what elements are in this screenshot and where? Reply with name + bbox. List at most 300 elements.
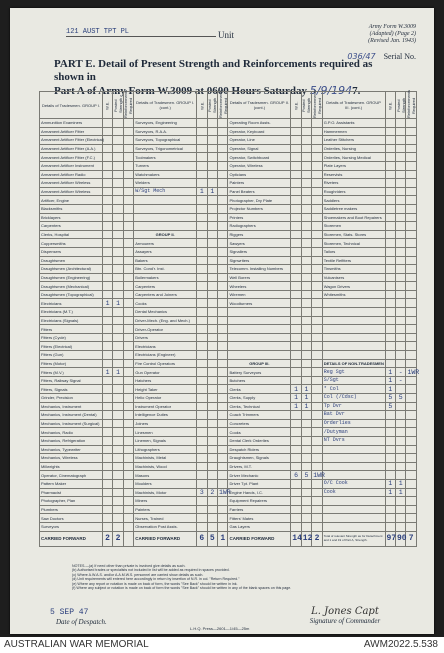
trade-label: Operator, Wireless: [228, 161, 291, 170]
count-cell: [113, 394, 123, 403]
count-cell: [396, 179, 406, 188]
count-cell: [312, 239, 322, 248]
count-cell: [113, 522, 123, 531]
trade-label: Orderlies, Nursing Medical: [322, 153, 385, 162]
count-cell: [102, 308, 112, 317]
trade-label: Hatchers: [134, 376, 197, 385]
count-cell: 1: [197, 187, 207, 196]
trade-label: Surveyors, Trigonometrical: [134, 144, 197, 153]
count-cell: 1: [385, 385, 395, 394]
count-cell: [301, 368, 311, 377]
count-cell: [396, 273, 406, 282]
count-cell: [396, 239, 406, 248]
trade-label: [322, 316, 385, 325]
table-row: [40, 282, 417, 291]
count-cell: [312, 308, 322, 317]
count-cell: [113, 239, 123, 248]
trade-label: Lithographers: [134, 445, 197, 454]
count-cell: [312, 299, 322, 308]
count-cell: [385, 325, 395, 334]
count-cell: [312, 462, 322, 471]
count-cell: [291, 230, 301, 239]
count-cell: [113, 127, 123, 136]
trade-label: [134, 213, 197, 222]
count-cell: [207, 265, 217, 274]
trade-label: [322, 454, 385, 463]
count-cell: [406, 119, 416, 128]
count-cell: [218, 471, 228, 480]
count-cell: [385, 170, 395, 179]
count-cell: [291, 368, 301, 377]
table-row: [40, 428, 417, 437]
trade-label: [322, 497, 385, 506]
count-cell: [218, 462, 228, 471]
count-cell: [113, 316, 123, 325]
trade-label: Mechanics, Instrument (Dental): [40, 411, 103, 420]
count-cell: [113, 204, 123, 213]
count-cell: [301, 213, 311, 222]
count-cell: [406, 308, 416, 317]
count-cell: [291, 488, 301, 497]
count-cell: [123, 385, 133, 394]
trade-label: [322, 342, 385, 351]
unit-value: 121 AUST TPT PL: [66, 28, 216, 37]
trade-label: [322, 308, 385, 317]
count-cell: [291, 308, 301, 317]
trade-label: Mechanics, Instrument (Surgical): [40, 419, 103, 428]
col-we: W.E.: [102, 92, 112, 119]
count-cell: [123, 256, 133, 265]
trade-label: Nurses, Trained: [134, 514, 197, 523]
count-cell: [207, 402, 217, 411]
trade-label: Fitters, Railway Signal: [40, 376, 103, 385]
count-cell: [312, 479, 322, 488]
count-cell: [123, 119, 133, 128]
count-cell: [312, 265, 322, 274]
count-cell: 1WR: [219, 488, 231, 496]
trade-label: Vulcanisers: [322, 273, 385, 282]
form-ref-2: (Adapted) (Page 2): [369, 31, 416, 37]
trade-label: Coppersmiths: [40, 239, 103, 248]
trade-label: Driver-Mech. (Eng. and Mech.): [134, 316, 197, 325]
count-cell: [396, 514, 406, 523]
count-cell: [301, 187, 311, 196]
count-cell: [207, 394, 217, 403]
count-cell: [218, 282, 228, 291]
trade-label: Reg Sgt: [322, 368, 385, 377]
trade-label: DETAILS OF NON-TRADESMEN: [323, 360, 384, 366]
count-cell: [301, 488, 311, 497]
trade-label: Height Taker: [134, 385, 197, 394]
trade-label: Mechanics, Wireless: [40, 454, 103, 463]
count-cell: [385, 153, 395, 162]
count-cell: [301, 419, 311, 428]
count-cell: [113, 333, 123, 342]
table-row: [40, 136, 417, 145]
count-cell: [218, 436, 228, 445]
carried-forward-row: CARRIED FORWARD 2 2 CARRIED FORWARD 6 5 1 CARRIED FORWARD 14 12 2 Total of relevant Strength as for Detachment and 1 and 19 of Part A, Strength. 97 90 7: [40, 531, 417, 546]
trade-label: [322, 514, 385, 523]
count-cell: [406, 419, 416, 428]
trade-label: Mechanics, Instrument: [40, 402, 103, 411]
table-row: [40, 445, 417, 454]
count-cell: [123, 265, 133, 274]
table-row: [40, 522, 417, 531]
count-cell: [301, 153, 311, 162]
count-cell: [291, 462, 301, 471]
count-cell: [396, 471, 406, 480]
trade-label: Bat Dvr: [322, 411, 385, 420]
count-cell: [207, 170, 217, 179]
trade-label: GROUP II.: [134, 230, 197, 239]
count-cell: [207, 342, 217, 351]
count-cell: [113, 514, 123, 523]
table-row: [40, 411, 417, 420]
trade-label: Photographer, Plan: [40, 497, 103, 506]
trade-label: [228, 308, 291, 317]
table-row: [40, 333, 417, 342]
count-cell: [406, 505, 416, 514]
count-cell: [207, 204, 217, 213]
archive-id: AWM2022.5.538: [363, 639, 438, 650]
trade-label: Electricians: [40, 299, 103, 308]
count-cell: [406, 239, 416, 248]
count-cell: [396, 247, 406, 256]
count-cell: [301, 256, 311, 265]
count-cell: [396, 230, 406, 239]
trade-label: Woodturners: [228, 299, 291, 308]
trade-label: Mechanics, Radio: [40, 428, 103, 437]
count-cell: [102, 256, 112, 265]
trade-label: Cooks: [228, 428, 291, 437]
count-cell: [385, 204, 395, 213]
trade-label: Turners: [134, 161, 197, 170]
trade-label: Plumbers: [40, 505, 103, 514]
count-cell: [396, 462, 406, 471]
count-cell: [102, 316, 112, 325]
count-cell: [123, 247, 133, 256]
trade-label: Radiographers: [228, 222, 291, 231]
count-cell: [385, 445, 395, 454]
count-cell: [113, 308, 123, 317]
count-cell: [197, 505, 207, 514]
count-cell: [207, 153, 217, 162]
count-cell: [102, 514, 112, 523]
count-cell: [197, 402, 207, 411]
count-cell: [207, 479, 217, 488]
count-cell: [291, 342, 301, 351]
count-cell: [197, 333, 207, 342]
count-cell: [123, 316, 133, 325]
count-cell: 1: [291, 402, 301, 411]
count-cell: [312, 514, 322, 523]
count-cell: [406, 170, 416, 179]
count-cell: [291, 170, 301, 179]
count-cell: [123, 127, 133, 136]
trade-label: Clerks, Hospital: [40, 230, 103, 239]
trade-label: Col (/Cdsc): [322, 394, 385, 403]
table-row: [40, 170, 417, 179]
trade-label: Operating Room Assts.: [228, 119, 291, 128]
count-cell: [406, 411, 416, 420]
count-cell: [207, 222, 217, 231]
count-cell: [102, 213, 112, 222]
count-cell: [406, 454, 416, 463]
count-cell: [218, 325, 228, 334]
trade-label: Battery Surveyors: [228, 368, 291, 377]
trade-label: Armament Artificer Fitter (A.A.): [40, 144, 103, 153]
trade-label: Hammermen: [322, 127, 385, 136]
count-cell: [406, 479, 416, 488]
count-cell: [102, 204, 112, 213]
count-cell: [312, 445, 322, 454]
trade-label: Machinists, Wood: [134, 462, 197, 471]
table-row: [40, 376, 417, 385]
count-cell: [123, 488, 133, 497]
count-cell: [102, 436, 112, 445]
count-cell: [102, 411, 112, 420]
trade-label: Mechanics, Refrigeration: [40, 436, 103, 445]
count-cell: [385, 419, 395, 428]
count-cell: [207, 273, 217, 282]
count-cell: [113, 419, 123, 428]
count-cell: [102, 170, 112, 179]
count-cell: [218, 342, 228, 351]
count-cell: [301, 136, 311, 145]
count-cell: [197, 359, 207, 368]
trade-label: Fitters (Motor): [40, 359, 103, 368]
count-cell: [291, 127, 301, 136]
count-cell: [406, 144, 416, 153]
count-cell: [385, 342, 395, 351]
count-cell: [396, 342, 406, 351]
count-cell: [385, 514, 395, 523]
count-cell: [312, 351, 322, 360]
trade-label: Riggers: [228, 230, 291, 239]
count-cell: [301, 325, 311, 334]
count-cell: [113, 247, 123, 256]
despatch-label: Date of Despatch.: [56, 618, 107, 626]
table-row: [40, 213, 417, 222]
trade-label: [322, 351, 385, 360]
count-cell: [113, 428, 123, 437]
count-cell: [312, 394, 322, 403]
count-cell: [291, 196, 301, 205]
count-cell: [385, 462, 395, 471]
count-cell: [385, 299, 395, 308]
trade-label: Cook: [322, 488, 385, 497]
count-cell: [197, 436, 207, 445]
count-cell: [123, 204, 133, 213]
trade-label: Electricians (Signals): [40, 316, 103, 325]
trade-label: [322, 522, 385, 531]
count-cell: [102, 333, 112, 342]
trade-label: Engine Hands, I.C.: [228, 488, 291, 497]
count-cell: [197, 471, 207, 480]
count-cell: [396, 187, 406, 196]
count-cell: 1: [291, 385, 301, 394]
count-cell: [113, 351, 123, 360]
count-cell: [312, 179, 322, 188]
count-cell: [406, 445, 416, 454]
count-cell: [385, 290, 395, 299]
count-cell: [291, 505, 301, 514]
count-cell: [406, 230, 416, 239]
count-cell: [207, 333, 217, 342]
table-header-row: Details of Tradesmen. GROUP I. W.E. Posted Strength Reinforcements Required Details of Tradesmen. GROUP I. (cont.) W.E. Posted Strength Reinforcements Required Details of Tradesmen. GROUP II. (cont.) W.E. Posted Strength Reinforcements Required Details of Tradesmen. GROUP III. (cont.) W.E. Posted Strength Reinforcements Required: [40, 92, 417, 119]
count-cell: [312, 428, 322, 437]
count-cell: [123, 368, 133, 377]
count-cell: [406, 325, 416, 334]
trade-label: Intelligence Duties: [134, 411, 197, 420]
count-cell: [385, 359, 395, 368]
count-cell: [396, 351, 406, 360]
count-cell: [291, 522, 301, 531]
count-cell: [197, 239, 207, 248]
count-cell: [197, 161, 207, 170]
count-cell: [312, 213, 322, 222]
count-cell: [385, 161, 395, 170]
count-cell: [218, 454, 228, 463]
count-cell: [385, 196, 395, 205]
trade-label: Draughtsmen (Architectural): [40, 265, 103, 274]
trade-label: Gun Operator: [134, 368, 197, 377]
count-cell: [102, 290, 112, 299]
trade-label: Bricklayers: [40, 213, 103, 222]
count-cell: [207, 368, 217, 377]
table-row: [40, 196, 417, 205]
count-cell: [102, 428, 112, 437]
count-cell: [312, 488, 322, 497]
trade-label: Shoemakers and Boot Repairers: [322, 213, 385, 222]
trade-label: Fitters (Gun): [40, 351, 103, 360]
count-cell: [301, 359, 311, 368]
count-cell: [312, 359, 322, 368]
trade-label: Clerks, Technical: [228, 402, 291, 411]
count-cell: [291, 299, 301, 308]
count-cell: 5: [385, 394, 395, 403]
count-cell: [102, 419, 112, 428]
count-cell: [312, 290, 322, 299]
table-row: [40, 351, 417, 360]
count-cell: 1: [385, 488, 395, 497]
count-cell: [207, 299, 217, 308]
count-cell: [102, 522, 112, 531]
trade-label: Operator, Cinematograph: [40, 471, 103, 480]
table-row: [40, 256, 417, 265]
count-cell: [218, 514, 228, 523]
count-cell: [291, 161, 301, 170]
trade-label: Operator, Switchboard: [228, 153, 291, 162]
table-row: [40, 419, 417, 428]
trade-label: Sawyers: [228, 239, 291, 248]
count-cell: [113, 256, 123, 265]
carried-forward-label: CARRIED FORWARD: [40, 531, 103, 546]
count-cell: [291, 376, 301, 385]
count-cell: [197, 445, 207, 454]
count-cell: [197, 127, 207, 136]
count-cell: [113, 136, 123, 145]
trade-label: Painters: [134, 505, 197, 514]
trade-label: Signwriters: [228, 256, 291, 265]
trade-label: S/Sgt: [322, 376, 385, 385]
count-cell: [291, 144, 301, 153]
trade-label: Carpenters: [40, 222, 103, 231]
table-row: [40, 385, 417, 394]
count-cell: [218, 256, 228, 265]
table-row: [40, 153, 417, 162]
count-cell: [123, 136, 133, 145]
count-cell: [301, 144, 311, 153]
count-cell: [406, 333, 416, 342]
count-cell: [396, 213, 406, 222]
trade-label: Tailors: [322, 247, 385, 256]
table-row: [40, 247, 417, 256]
count-cell: [197, 213, 207, 222]
count-cell: [207, 445, 217, 454]
count-cell: -: [396, 368, 406, 377]
count-cell: [218, 196, 228, 205]
trade-label: Well Borers: [228, 273, 291, 282]
count-cell: 1: [291, 394, 301, 403]
count-cell: [123, 351, 133, 360]
count-cell: [406, 299, 416, 308]
trade-label: Welders: [134, 179, 197, 188]
table-row: [40, 230, 417, 239]
count-cell: [207, 454, 217, 463]
trade-label: Saddlers: [322, 196, 385, 205]
count-cell: [123, 325, 133, 334]
count-cell: [312, 497, 322, 506]
count-cell: 1: [102, 368, 112, 377]
count-cell: [102, 454, 112, 463]
count-cell: [123, 144, 133, 153]
count-cell: [312, 247, 322, 256]
count-cell: [301, 342, 311, 351]
count-cell: [123, 402, 133, 411]
count-cell: -: [396, 376, 406, 385]
trade-label: [322, 445, 385, 454]
count-cell: [406, 471, 416, 480]
trade-label: [322, 462, 385, 471]
count-cell: 5: [385, 402, 395, 411]
table-row: [40, 316, 417, 325]
count-cell: [218, 239, 228, 248]
trade-label: Electricians (M.T.): [40, 308, 103, 317]
count-cell: [123, 454, 133, 463]
trade-label: GROUP III.: [228, 359, 291, 368]
count-cell: [102, 497, 112, 506]
count-cell: [218, 402, 228, 411]
count-cell: 1: [396, 479, 406, 488]
trade-label: Masons: [134, 471, 197, 480]
trade-label: Linemen, Signals: [134, 436, 197, 445]
trade-label: Instrument Operator: [134, 402, 197, 411]
signature-block: [280, 606, 410, 625]
count-cell: [207, 497, 217, 506]
count-cell: [218, 144, 228, 153]
count-cell: [291, 514, 301, 523]
count-cell: [197, 351, 207, 360]
col-posted: Posted Strength: [113, 92, 123, 119]
trade-label: Armament Artificer Instrument: [40, 161, 103, 170]
count-cell: [406, 376, 416, 385]
count-cell: [385, 222, 395, 231]
trade-label: Draughtsmen: [40, 256, 103, 265]
title-line-2: Part A of Army Form W.3009 at 0600 Hours Saturday 5/9/1947.: [54, 84, 361, 97]
trade-label: Dispensers: [40, 247, 103, 256]
trade-label: Wiremen: [228, 290, 291, 299]
